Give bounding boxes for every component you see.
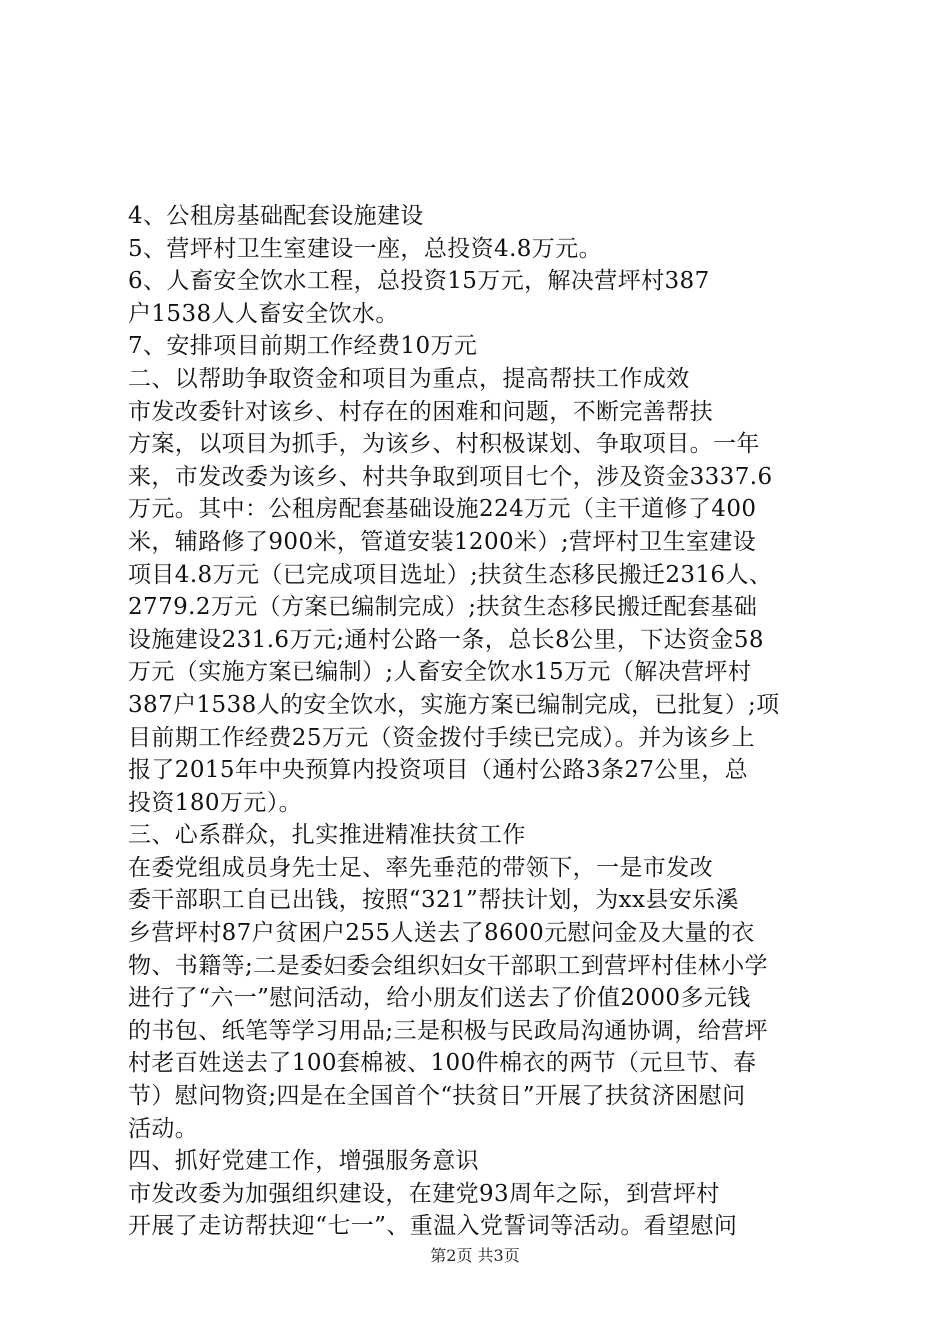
text-line: 方案，以项目为抓手，为该乡、村积极谋划、争取项目。一年 — [128, 431, 760, 458]
text-line: 报了2015年中央预算内投资项目（通村公路3条27公里，总 — [128, 757, 749, 784]
page-number-footer: 第2页 共3页 — [430, 1246, 520, 1265]
text-line: 节）慰问物资;四是在全国首个“扶贫日”开展了扶贫济困慰问 — [128, 1083, 746, 1110]
document-body — [128, 200, 838, 1243]
text-line: 户1538人人畜安全饮水。 — [128, 300, 399, 327]
text-line: 项目4.8万元（已完成项目选址）;扶贫生态移民搬迁2316人、 — [128, 561, 773, 588]
text-line: 7、安排项目前期工作经费10万元 — [128, 333, 478, 360]
text-line: 活动。 — [128, 1115, 199, 1142]
text-line: 目前期工作经费25万元（资金拨付手续已完成）。并为该乡上 — [128, 724, 755, 751]
text-line: 5、营坪村卫生室建设一座，总投资4.8万元。 — [128, 235, 603, 262]
text-line: 万元。其中：公租房配套基础设施224万元（主干道修了400 — [128, 496, 757, 523]
text-line: 市发改委为加强组织建设，在建党93周年之际，到营坪村 — [128, 1180, 720, 1207]
text-line: 设施建设231.6万元;通村公路一条，总长8公里，下达资金58 — [128, 626, 764, 653]
section-heading: 四、抓好党建工作，增强服务意识 — [128, 1148, 479, 1175]
text-line: 6、人畜安全饮水工程，总投资15万元，解决营坪村387 — [128, 268, 710, 295]
section-heading: 三、心系群众，扎实推进精准扶贫工作 — [128, 822, 526, 849]
text-line: 开展了走访帮扶迎“七一”、重温入党誓词等活动。看望慰问 — [128, 1213, 738, 1240]
text-line: 投资180万元）。 — [128, 789, 302, 816]
text-line: 村老百姓送去了100套棉被、100件棉衣的两节（元旦节、春 — [128, 1050, 757, 1077]
text-line: 物、书籍等;二是委妇委会组织妇女干部职工到营坪村佳林小学 — [128, 952, 768, 979]
text-line: 2779.2万元（方案已编制完成）;扶贫生态移民搬迁配套基础 — [128, 594, 758, 621]
text-line: 387户1538人的安全饮水，实施方案已编制完成，已批复）;项 — [128, 691, 780, 718]
text-line: 进行了“六一”慰问活动，给小朋友们送去了价值2000多元钱 — [128, 985, 751, 1012]
text-line: 的书包、纸笔等学习用品;三是积极与民政局沟通协调，给营坪 — [128, 1017, 768, 1044]
section-heading: 二、以帮助争取资金和项目为重点，提高帮扶工作成效 — [128, 365, 690, 392]
text-line: 来，市发改委为该乡、村共争取到项目七个，涉及资金3337.6 — [128, 463, 773, 490]
text-line: 米，辅路修了900米，管道安装1200米）;营坪村卫生室建设 — [128, 528, 757, 555]
text-line: 在委党组成员身先士足、率先垂范的带领下，一是市发改 — [128, 854, 713, 881]
text-line: 市发改委针对该乡、村存在的困难和问题，不断完善帮扶 — [128, 398, 713, 425]
text-line: 万元（实施方案已编制）;人畜安全饮水15万元（解决营坪村 — [128, 659, 752, 686]
text-line: 委干部职工自已出钱，按照“321”帮扶计划，为xx县安乐溪 — [128, 887, 739, 914]
text-line: 4、公租房基础配套设施建设 — [128, 203, 424, 229]
text-line: 乡营坪村87户贫困户255人送去了8600元慰问金及大量的衣 — [128, 920, 755, 947]
